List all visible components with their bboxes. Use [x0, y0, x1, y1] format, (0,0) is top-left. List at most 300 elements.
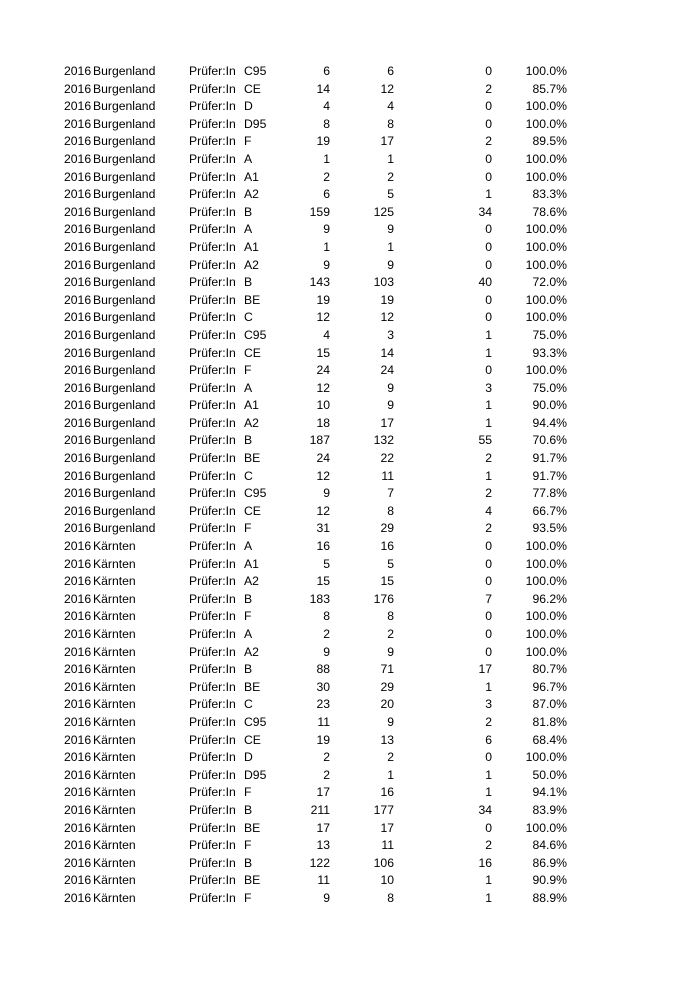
table-row — [0, 432, 700, 450]
state-cell: Kärnten — [93, 890, 136, 905]
failed-cell: 3 — [485, 380, 492, 395]
pass-rate-cell: 100.0% — [525, 609, 567, 624]
total-cell: 11 — [317, 873, 330, 888]
state-cell: Burgenland — [93, 257, 156, 272]
total-cell: 6 — [323, 187, 330, 202]
passed-cell: 8 — [387, 503, 394, 518]
year-cell: 2016 — [64, 257, 92, 272]
pass-rate-cell: 90.0% — [532, 398, 567, 413]
table-row — [0, 644, 700, 662]
table-row — [0, 714, 700, 732]
passed-cell: 103 — [373, 275, 394, 290]
role-cell: Prüfer:In — [189, 81, 236, 96]
role-cell: Prüfer:In — [189, 363, 236, 378]
failed-cell: 4 — [485, 503, 492, 518]
passed-cell: 7 — [387, 486, 394, 501]
failed-cell: 6 — [485, 732, 492, 747]
table-row — [0, 485, 700, 503]
total-cell: 18 — [316, 415, 330, 430]
role-cell: Prüfer:In — [189, 732, 236, 747]
year-cell: 2016 — [64, 785, 92, 800]
year-cell: 2016 — [64, 662, 92, 677]
license-class-cell: CE — [244, 345, 261, 360]
state-cell: Kärnten — [93, 873, 136, 888]
failed-cell: 0 — [485, 151, 492, 166]
failed-cell: 34 — [478, 802, 492, 817]
pass-rate-cell: 84.6% — [532, 838, 567, 853]
state-cell: Kärnten — [93, 820, 136, 835]
total-cell: 23 — [316, 697, 330, 712]
pass-rate-cell: 66.7% — [532, 503, 567, 518]
year-cell: 2016 — [64, 679, 92, 694]
pass-rate-cell: 83.9% — [532, 802, 567, 817]
role-cell: Prüfer:In — [189, 275, 236, 290]
passed-cell: 2 — [387, 750, 394, 765]
role-cell: Prüfer:In — [189, 820, 236, 835]
passed-cell: 14 — [380, 345, 394, 360]
failed-cell: 34 — [478, 204, 492, 219]
data-table — [0, 63, 700, 908]
license-class-cell: B — [244, 802, 253, 817]
table-row — [0, 802, 700, 820]
total-cell: 19 — [316, 732, 330, 747]
total-cell: 12 — [316, 503, 330, 518]
role-cell: Prüfer:In — [189, 99, 236, 114]
passed-cell: 29 — [380, 521, 394, 536]
pass-rate-cell: 80.7% — [532, 662, 567, 677]
pass-rate-cell: 100.0% — [525, 239, 567, 254]
license-class-cell: B — [244, 591, 253, 606]
passed-cell: 13 — [380, 732, 394, 747]
failed-cell: 1 — [485, 398, 492, 413]
role-cell: Prüfer:In — [189, 644, 236, 659]
pass-rate-cell: 100.0% — [525, 363, 567, 378]
table-row — [0, 573, 700, 591]
role-cell: Prüfer:In — [189, 697, 236, 712]
total-cell: 17 — [316, 785, 330, 800]
year-cell: 2016 — [64, 451, 92, 466]
table-row — [0, 327, 700, 345]
passed-cell: 9 — [387, 222, 394, 237]
license-class-cell: D — [244, 750, 253, 765]
passed-cell: 177 — [373, 802, 394, 817]
table-row — [0, 661, 700, 679]
year-cell: 2016 — [64, 732, 92, 747]
table-row — [0, 749, 700, 767]
role-cell: Prüfer:In — [189, 116, 236, 131]
pass-rate-cell: 91.7% — [532, 468, 567, 483]
role-cell: Prüfer:In — [189, 327, 236, 342]
year-cell: 2016 — [64, 398, 92, 413]
failed-cell: 0 — [485, 363, 492, 378]
pass-rate-cell: 100.0% — [525, 292, 567, 307]
role-cell: Prüfer:In — [189, 222, 236, 237]
pass-rate-cell: 100.0% — [525, 574, 567, 589]
state-cell: Burgenland — [93, 204, 156, 219]
license-class-cell: A2 — [244, 574, 259, 589]
table-row — [0, 63, 700, 81]
year-cell: 2016 — [64, 64, 92, 78]
table-row — [0, 362, 700, 380]
total-cell: 6 — [323, 64, 330, 78]
license-class-cell: C95 — [244, 327, 267, 342]
table-row — [0, 116, 700, 134]
failed-cell: 0 — [485, 310, 492, 325]
table-row — [0, 151, 700, 169]
failed-cell: 1 — [485, 468, 492, 483]
table-row — [0, 820, 700, 838]
license-class-cell: C — [244, 468, 253, 483]
license-class-cell: BE — [244, 292, 261, 307]
table-row — [0, 239, 700, 257]
failed-cell: 0 — [485, 750, 492, 765]
total-cell: 10 — [316, 398, 330, 413]
state-cell: Kärnten — [93, 732, 136, 747]
failed-cell: 1 — [485, 327, 492, 342]
role-cell: Prüfer:In — [189, 169, 236, 184]
license-class-cell: A — [244, 627, 253, 641]
state-cell: Burgenland — [93, 239, 156, 254]
year-cell: 2016 — [64, 873, 92, 888]
license-class-cell: A — [244, 539, 253, 554]
year-cell: 2016 — [64, 363, 92, 378]
state-cell: Burgenland — [93, 292, 156, 307]
role-cell: Prüfer:In — [189, 802, 236, 817]
year-cell: 2016 — [64, 345, 92, 360]
failed-cell: 0 — [485, 257, 492, 272]
total-cell: 2 — [323, 750, 330, 765]
total-cell: 9 — [323, 222, 330, 237]
failed-cell: 0 — [485, 609, 492, 624]
year-cell: 2016 — [64, 838, 92, 853]
state-cell: Burgenland — [93, 486, 156, 501]
table-row — [0, 732, 700, 750]
total-cell: 2 — [323, 767, 330, 782]
pass-rate-cell: 100.0% — [525, 64, 567, 78]
passed-cell: 16 — [380, 539, 394, 554]
license-class-cell: A — [244, 151, 253, 166]
total-cell: 16 — [316, 539, 330, 554]
year-cell: 2016 — [64, 468, 92, 483]
passed-cell: 19 — [380, 292, 394, 307]
role-cell: Prüfer:In — [189, 64, 236, 78]
state-cell: Kärnten — [93, 785, 136, 800]
year-cell: 2016 — [64, 890, 92, 905]
table-row — [0, 890, 700, 908]
year-cell: 2016 — [64, 169, 92, 184]
failed-cell: 2 — [485, 81, 492, 96]
role-cell: Prüfer:In — [189, 451, 236, 466]
state-cell: Kärnten — [93, 714, 136, 729]
license-class-cell: D — [244, 99, 253, 114]
year-cell: 2016 — [64, 486, 92, 501]
role-cell: Prüfer:In — [189, 591, 236, 606]
year-cell: 2016 — [64, 81, 92, 96]
pass-rate-cell: 100.0% — [525, 539, 567, 554]
pass-rate-cell: 88.9% — [532, 890, 567, 905]
failed-cell: 1 — [485, 890, 492, 905]
year-cell: 2016 — [64, 556, 92, 571]
year-cell: 2016 — [64, 187, 92, 202]
total-cell: 88 — [316, 662, 330, 677]
year-cell: 2016 — [64, 697, 92, 712]
role-cell: Prüfer:In — [189, 134, 236, 149]
year-cell: 2016 — [64, 767, 92, 782]
pass-rate-cell: 75.0% — [532, 380, 567, 395]
state-cell: Burgenland — [93, 81, 156, 96]
failed-cell: 0 — [485, 556, 492, 571]
license-class-cell: A1 — [244, 239, 259, 254]
failed-cell: 1 — [485, 767, 492, 782]
table-row — [0, 169, 700, 187]
total-cell: 183 — [309, 591, 330, 606]
failed-cell: 1 — [485, 187, 492, 202]
state-cell: Burgenland — [93, 222, 156, 237]
total-cell: 5 — [323, 556, 330, 571]
year-cell: 2016 — [64, 521, 92, 536]
passed-cell: 1 — [387, 239, 394, 254]
license-class-cell: BE — [244, 820, 261, 835]
year-cell: 2016 — [64, 820, 92, 835]
pass-rate-cell: 89.5% — [532, 134, 567, 149]
license-class-cell: C95 — [244, 714, 267, 729]
state-cell: Burgenland — [93, 99, 156, 114]
failed-cell: 0 — [485, 574, 492, 589]
license-class-cell: F — [244, 134, 252, 149]
license-class-cell: A2 — [244, 257, 259, 272]
state-cell: Burgenland — [93, 151, 156, 166]
state-cell: Kärnten — [93, 855, 136, 870]
license-class-cell: A2 — [244, 415, 259, 430]
passed-cell: 1 — [387, 767, 394, 782]
failed-cell: 2 — [485, 521, 492, 536]
total-cell: 13 — [316, 838, 330, 853]
total-cell: 2 — [323, 169, 330, 184]
passed-cell: 8 — [387, 116, 394, 131]
total-cell: 159 — [309, 204, 330, 219]
role-cell: Prüfer:In — [189, 679, 236, 694]
pass-rate-cell: 100.0% — [525, 644, 567, 659]
year-cell: 2016 — [64, 503, 92, 518]
license-class-cell: A — [244, 222, 253, 237]
year-cell: 2016 — [64, 151, 92, 166]
passed-cell: 17 — [380, 415, 394, 430]
license-class-cell: A — [244, 380, 253, 395]
table-row — [0, 679, 700, 697]
table-row — [0, 274, 700, 292]
failed-cell: 1 — [485, 873, 492, 888]
passed-cell: 11 — [381, 838, 394, 853]
failed-cell: 0 — [485, 99, 492, 114]
pass-rate-cell: 100.0% — [525, 257, 567, 272]
table-row — [0, 556, 700, 574]
passed-cell: 3 — [387, 327, 394, 342]
failed-cell: 0 — [485, 169, 492, 184]
state-cell: Burgenland — [93, 433, 156, 448]
total-cell: 4 — [323, 327, 330, 342]
year-cell: 2016 — [64, 204, 92, 219]
table-row — [0, 345, 700, 363]
table-row — [0, 872, 700, 890]
year-cell: 2016 — [64, 714, 92, 729]
pass-rate-cell: 100.0% — [525, 627, 567, 641]
year-cell: 2016 — [64, 292, 92, 307]
table-row — [0, 591, 700, 609]
pass-rate-cell: 100.0% — [525, 556, 567, 571]
pass-rate-cell: 72.0% — [532, 275, 567, 290]
role-cell: Prüfer:In — [189, 380, 236, 395]
license-class-cell: C95 — [244, 64, 267, 78]
failed-cell: 2 — [485, 486, 492, 501]
license-class-cell: A2 — [244, 644, 259, 659]
year-cell: 2016 — [64, 574, 92, 589]
total-cell: 24 — [316, 451, 330, 466]
table-row — [0, 626, 700, 644]
license-class-cell: F — [244, 363, 252, 378]
table-row — [0, 133, 700, 151]
table-row — [0, 257, 700, 275]
failed-cell: 1 — [485, 345, 492, 360]
total-cell: 9 — [323, 486, 330, 501]
pass-rate-cell: 87.0% — [532, 697, 567, 712]
role-cell: Prüfer:In — [189, 486, 236, 501]
total-cell: 31 — [316, 521, 330, 536]
role-cell: Prüfer:In — [189, 767, 236, 782]
role-cell: Prüfer:In — [189, 468, 236, 483]
total-cell: 15 — [316, 345, 330, 360]
total-cell: 12 — [316, 380, 330, 395]
failed-cell: 1 — [485, 679, 492, 694]
license-class-cell: CE — [244, 503, 261, 518]
pass-rate-cell: 50.0% — [532, 767, 567, 782]
pass-rate-cell: 75.0% — [532, 327, 567, 342]
total-cell: 4 — [323, 99, 330, 114]
passed-cell: 9 — [387, 714, 394, 729]
role-cell: Prüfer:In — [189, 714, 236, 729]
passed-cell: 9 — [387, 644, 394, 659]
year-cell: 2016 — [64, 275, 92, 290]
state-cell: Kärnten — [93, 767, 136, 782]
license-class-cell: F — [244, 521, 252, 536]
role-cell: Prüfer:In — [189, 662, 236, 677]
role-cell: Prüfer:In — [189, 345, 236, 360]
table-row — [0, 520, 700, 538]
year-cell: 2016 — [64, 239, 92, 254]
pass-rate-cell: 100.0% — [525, 116, 567, 131]
table-row — [0, 221, 700, 239]
role-cell: Prüfer:In — [189, 239, 236, 254]
table-row — [0, 450, 700, 468]
total-cell: 8 — [323, 116, 330, 131]
state-cell: Kärnten — [93, 609, 136, 624]
role-cell: Prüfer:In — [189, 151, 236, 166]
year-cell: 2016 — [64, 116, 92, 131]
pass-rate-cell: 100.0% — [525, 820, 567, 835]
license-class-cell: BE — [244, 451, 261, 466]
pass-rate-cell: 100.0% — [525, 99, 567, 114]
total-cell: 19 — [316, 134, 330, 149]
passed-cell: 8 — [387, 890, 394, 905]
state-cell: Kärnten — [93, 679, 136, 694]
total-cell: 17 — [316, 820, 330, 835]
failed-cell: 0 — [485, 644, 492, 659]
role-cell: Prüfer:In — [189, 257, 236, 272]
failed-cell: 1 — [485, 415, 492, 430]
table-row — [0, 767, 700, 785]
state-cell: Burgenland — [93, 398, 156, 413]
passed-cell: 20 — [380, 697, 394, 712]
year-cell: 2016 — [64, 855, 92, 870]
role-cell: Prüfer:In — [189, 292, 236, 307]
passed-cell: 2 — [387, 627, 394, 641]
failed-cell: 2 — [485, 838, 492, 853]
total-cell: 15 — [316, 574, 330, 589]
license-class-cell: F — [244, 890, 252, 905]
pass-rate-cell: 90.9% — [532, 873, 567, 888]
passed-cell: 16 — [380, 785, 394, 800]
table-row — [0, 837, 700, 855]
state-cell: Burgenland — [93, 134, 156, 149]
pass-rate-cell: 83.3% — [532, 187, 567, 202]
failed-cell: 0 — [485, 222, 492, 237]
role-cell: Prüfer:In — [189, 187, 236, 202]
year-cell: 2016 — [64, 644, 92, 659]
state-cell: Kärnten — [93, 627, 136, 641]
license-class-cell: D95 — [244, 767, 267, 782]
passed-cell: 15 — [380, 574, 394, 589]
role-cell: Prüfer:In — [189, 785, 236, 800]
license-class-cell: CE — [244, 81, 261, 96]
passed-cell: 8 — [387, 609, 394, 624]
passed-cell: 1 — [387, 151, 394, 166]
failed-cell: 0 — [485, 116, 492, 131]
pass-rate-cell: 68.4% — [532, 732, 567, 747]
state-cell: Kärnten — [93, 697, 136, 712]
table-row — [0, 397, 700, 415]
table-row — [0, 186, 700, 204]
role-cell: Prüfer:In — [189, 750, 236, 765]
license-class-cell: A2 — [244, 187, 259, 202]
table-row — [0, 292, 700, 310]
role-cell: Prüfer:In — [189, 521, 236, 536]
table-row — [0, 468, 700, 486]
table-row — [0, 538, 700, 556]
state-cell: Kärnten — [93, 591, 136, 606]
pass-rate-cell: 77.8% — [532, 486, 567, 501]
year-cell: 2016 — [64, 591, 92, 606]
year-cell: 2016 — [64, 99, 92, 114]
pass-rate-cell: 81.8% — [532, 714, 567, 729]
year-cell: 2016 — [64, 539, 92, 554]
role-cell: Prüfer:In — [189, 627, 236, 641]
license-class-cell: B — [244, 204, 253, 219]
state-cell: Kärnten — [93, 802, 136, 817]
license-class-cell: A1 — [244, 556, 259, 571]
table-row — [0, 855, 700, 873]
total-cell: 8 — [323, 609, 330, 624]
table-row — [0, 503, 700, 521]
license-class-cell: F — [244, 838, 252, 853]
license-class-cell: F — [244, 609, 252, 624]
pass-rate-cell: 94.4% — [532, 415, 567, 430]
role-cell: Prüfer:In — [189, 433, 236, 448]
state-cell: Burgenland — [93, 451, 156, 466]
license-class-cell: B — [244, 662, 253, 677]
failed-cell: 0 — [485, 292, 492, 307]
passed-cell: 11 — [381, 468, 394, 483]
passed-cell: 5 — [387, 556, 394, 571]
total-cell: 12 — [316, 310, 330, 325]
